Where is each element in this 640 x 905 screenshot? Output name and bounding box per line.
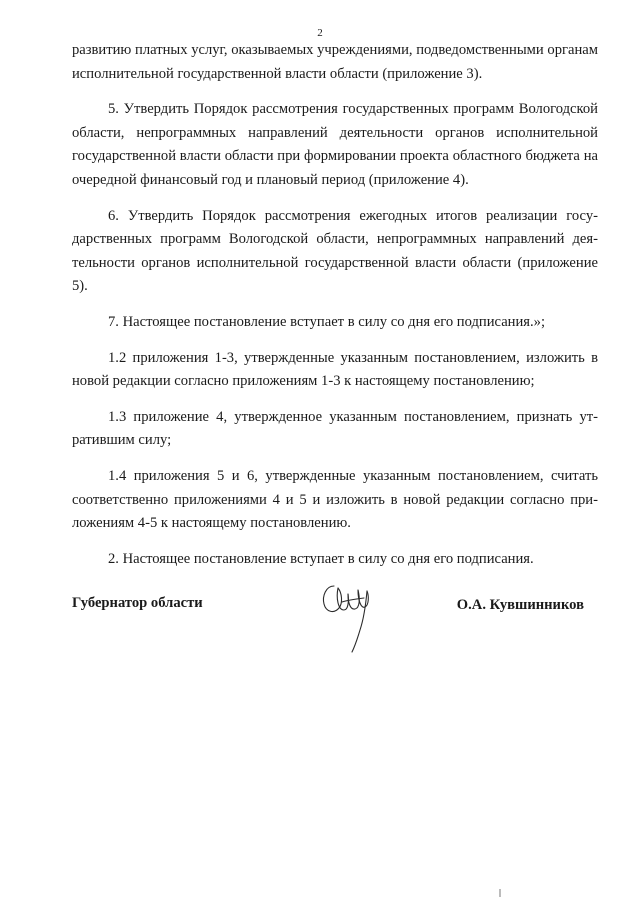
document-body [72,39,598,583]
paragraph-continuation: развитию платных услуг, оказываемых учреждениями, подведомственными органам исполнительной государственной власти области (приложение 3). [72,42,598,82]
handwritten-signature [318,572,378,654]
paragraph-item-1-4: 1.4 приложения 5 и 6, утвержденные указанным постановлением, считать соответственно приложениями 4 и 5 и изложить в новой редакции согласно приложениям 4-5 к настоящему постановлению. [72,467,598,532]
paragraph-item-1-2: 1.2 приложения 1-3, утвержденные указанным постановлением, изложить в новой редакции согласно приложениям 1-3 к настоящему постановлению; [72,349,598,390]
signatory-title: Губернатор области [72,595,203,611]
paragraph-item-7: 7. Настоящее постановление вступает в силу со дня его подписания.»; [108,313,546,330]
paragraph-item-2: 2. Настоящее постановление вступает в силу со дня его подписания. [108,550,534,567]
paragraph-item-1-3: 1.3 приложение 4, утвержденное указанным постановлением, признать утратившим силу; [72,408,598,449]
scan-artifact [499,889,501,897]
signatory-name: О.А. Кувшинников [456,597,584,613]
paragraph-item-5: 5. Утвердить Порядок рассмотрения государственных программ Вологодской области, непрограммных направлений деятельности органов исполнительной государственной власти области при формировании проекта областного бюджета на очередной финансовый год и плановый период (приложение 4). [72,101,598,188]
page-number: 2 [317,27,323,39]
paragraph-item-6: 6. Утвердить Порядок рассмотрения ежегодных итогов реализации государственных программ Вологодской области, непрограммных направлений деятельности органов исполнительной государственной власти области (приложение 5). [72,207,598,295]
